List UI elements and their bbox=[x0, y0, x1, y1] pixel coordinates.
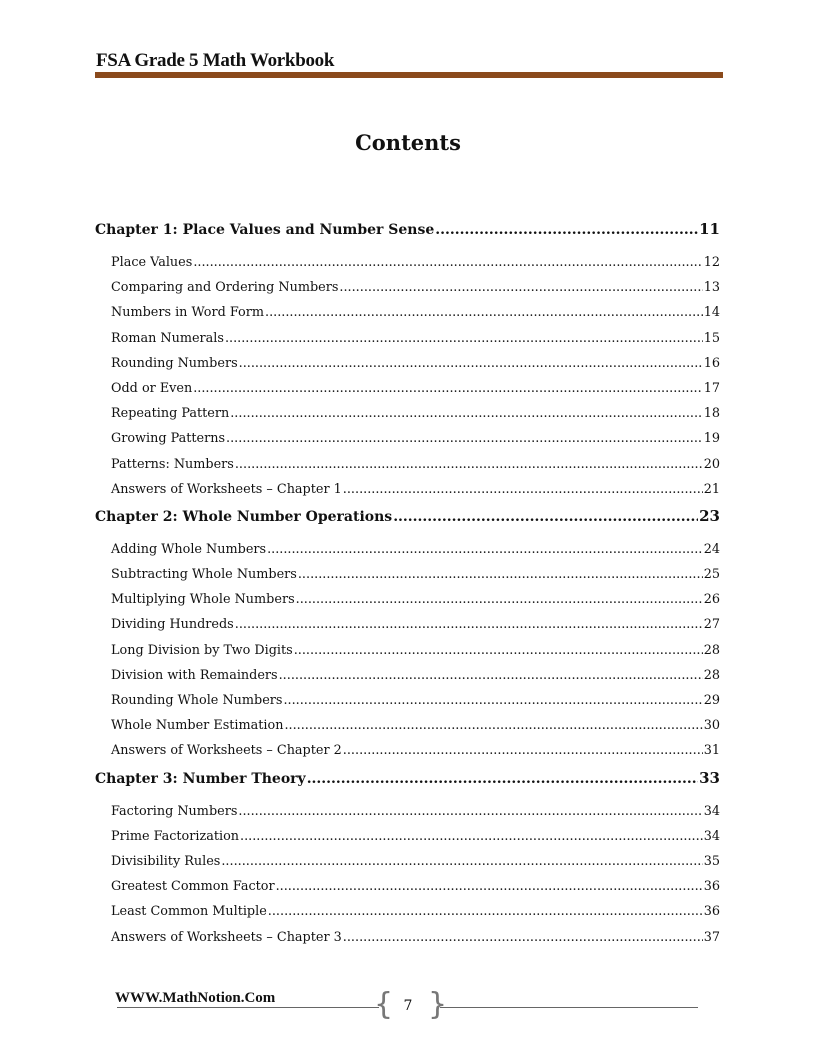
toc-entry[interactable] bbox=[111, 693, 720, 718]
toc-chapter-page: 23 bbox=[699, 506, 720, 525]
toc-dot-leader bbox=[193, 381, 702, 396]
toc-entry[interactable] bbox=[111, 592, 720, 617]
toc-entry[interactable] bbox=[111, 567, 720, 592]
toc-chapter-title: Chapter 1: Place Values and Number Sense bbox=[95, 222, 435, 238]
toc-entry-title: Multiplying Whole Numbers bbox=[111, 592, 295, 608]
toc-entry[interactable] bbox=[111, 356, 720, 381]
toc-entry[interactable] bbox=[111, 643, 720, 668]
toc-entry[interactable] bbox=[111, 829, 720, 854]
toc-entry-title: Answers of Worksheets – Chapter 3 bbox=[111, 929, 342, 945]
toc-entry-page: 25 bbox=[703, 567, 720, 583]
table-of-contents bbox=[95, 220, 720, 955]
toc-entry-page: 34 bbox=[703, 803, 720, 819]
toc-entry-page: 28 bbox=[703, 667, 720, 683]
toc-entry-title: Comparing and Ordering Numbers bbox=[111, 280, 339, 296]
toc-entry-page: 15 bbox=[703, 330, 720, 346]
toc-entry-page: 26 bbox=[703, 592, 720, 608]
right-brace-icon: } bbox=[428, 987, 448, 1022]
toc-entry[interactable] bbox=[111, 457, 720, 482]
toc-entry-page: 16 bbox=[703, 355, 720, 371]
toc-entry[interactable] bbox=[111, 930, 720, 955]
toc-chapter-page: 33 bbox=[699, 768, 720, 787]
toc-entry-title: Greatest Common Factor bbox=[111, 879, 275, 895]
toc-dot-leader bbox=[294, 643, 703, 658]
toc-entry-title: Whole Number Estimation bbox=[111, 718, 284, 734]
toc-dot-leader bbox=[240, 829, 703, 844]
page-title: Contents bbox=[355, 130, 461, 155]
footer-website[interactable]: WWW.MathNotion.Com bbox=[115, 990, 276, 1006]
toc-entry-title: Long Division by Two Digits bbox=[111, 642, 293, 658]
toc-entry-title: Place Values bbox=[111, 255, 193, 270]
toc-entry-title: Answers of Worksheets – Chapter 2 bbox=[111, 743, 342, 759]
toc-dot-leader bbox=[268, 904, 703, 919]
toc-entry-title: Odd or Even bbox=[111, 380, 193, 396]
toc-entry-title: Rounding Whole Numbers bbox=[111, 693, 283, 708]
toc-entry-page: 14 bbox=[703, 305, 720, 321]
toc-entry-title: Patterns: Numbers bbox=[111, 456, 234, 472]
toc-entry-page: 17 bbox=[703, 380, 720, 396]
toc-entry-list bbox=[95, 542, 720, 769]
toc-entry[interactable] bbox=[111, 743, 720, 768]
toc-entry-page: 21 bbox=[703, 481, 720, 497]
toc-dot-leader bbox=[307, 771, 698, 787]
toc-chapter-title: Chapter 2: Whole Number Operations bbox=[95, 508, 393, 525]
toc-dot-leader bbox=[393, 509, 698, 525]
toc-entry-title: Subtracting Whole Numbers bbox=[111, 567, 297, 583]
toc-entry-title: Roman Numerals bbox=[111, 330, 224, 346]
toc-entry[interactable] bbox=[111, 431, 720, 456]
page-number: 7 bbox=[403, 998, 413, 1014]
toc-dot-leader bbox=[238, 804, 702, 819]
toc-entry-page: 34 bbox=[703, 828, 720, 844]
toc-entry-title: Numbers in Word Form bbox=[111, 305, 264, 321]
header-divider bbox=[95, 72, 723, 78]
toc-dot-leader bbox=[230, 406, 702, 421]
toc-chapter[interactable] bbox=[95, 769, 720, 793]
toc-entry-page: 24 bbox=[703, 541, 720, 557]
toc-entry[interactable] bbox=[111, 854, 720, 879]
toc-entry-title: Answers of Worksheets – Chapter 1 bbox=[111, 481, 342, 497]
toc-entry-title: Least Common Multiple bbox=[111, 904, 267, 920]
toc-dot-leader bbox=[225, 331, 703, 346]
toc-entry-page: 12 bbox=[703, 255, 720, 270]
toc-entry-title: Division with Remainders bbox=[111, 667, 278, 683]
toc-entry[interactable] bbox=[111, 482, 720, 507]
toc-entry-page: 36 bbox=[703, 879, 720, 895]
toc-chapter[interactable] bbox=[95, 220, 720, 244]
toc-dot-leader bbox=[343, 482, 703, 497]
toc-entry-page: 20 bbox=[703, 456, 720, 472]
toc-entry[interactable] bbox=[111, 280, 720, 305]
toc-dot-leader bbox=[267, 542, 703, 557]
toc-entry-title: Repeating Pattern bbox=[111, 406, 230, 422]
toc-entry-title: Prime Factorization bbox=[111, 828, 240, 844]
toc-entry[interactable] bbox=[111, 718, 720, 743]
toc-entry[interactable] bbox=[111, 331, 720, 356]
workbook-title: FSA Grade 5 Math Workbook bbox=[96, 50, 335, 71]
toc-dot-leader bbox=[339, 280, 702, 295]
toc-dot-leader bbox=[265, 305, 703, 320]
toc-chapter-title: Chapter 3: Number Theory bbox=[95, 770, 306, 787]
toc-entry-page: 36 bbox=[703, 904, 720, 920]
toc-entry-list bbox=[95, 255, 720, 507]
toc-entry[interactable] bbox=[111, 542, 720, 567]
toc-dot-leader bbox=[296, 592, 703, 607]
toc-entry-page: 35 bbox=[703, 853, 720, 869]
toc-entry-title: Rounding Numbers bbox=[111, 355, 238, 371]
toc-chapter-page: 11 bbox=[699, 220, 720, 238]
toc-dot-leader bbox=[221, 854, 702, 869]
toc-entry[interactable] bbox=[111, 668, 720, 693]
toc-entry[interactable] bbox=[111, 804, 720, 829]
toc-entry[interactable] bbox=[111, 255, 720, 280]
toc-dot-leader bbox=[283, 693, 702, 708]
toc-entry-title: Divisibility Rules bbox=[111, 853, 221, 869]
toc-dot-leader bbox=[239, 356, 703, 371]
toc-dot-leader bbox=[343, 930, 703, 945]
left-brace-icon: { bbox=[374, 987, 394, 1022]
toc-entry-page: 27 bbox=[703, 617, 720, 633]
toc-dot-leader bbox=[226, 431, 703, 446]
toc-dot-leader bbox=[235, 617, 703, 632]
toc-entry-page: 29 bbox=[703, 693, 720, 708]
toc-dot-leader bbox=[298, 567, 703, 582]
toc-chapter[interactable] bbox=[95, 507, 720, 531]
toc-entry-page: 18 bbox=[703, 406, 720, 422]
toc-entry[interactable] bbox=[111, 879, 720, 904]
footer-divider-left bbox=[117, 1007, 379, 1008]
toc-dot-leader bbox=[435, 222, 698, 238]
toc-entry[interactable] bbox=[111, 381, 720, 406]
toc-dot-leader bbox=[235, 457, 703, 472]
toc-entry-page: 31 bbox=[703, 743, 720, 759]
toc-entry-page: 37 bbox=[703, 929, 720, 945]
toc-entry-title: Growing Patterns bbox=[111, 431, 226, 447]
toc-entry[interactable] bbox=[111, 617, 720, 642]
toc-entry[interactable] bbox=[111, 904, 720, 929]
toc-entry[interactable] bbox=[111, 406, 720, 431]
footer-divider-right bbox=[440, 1007, 698, 1008]
toc-entry-page: 13 bbox=[703, 280, 720, 296]
toc-dot-leader bbox=[284, 718, 702, 733]
toc-entry[interactable] bbox=[111, 305, 720, 330]
toc-dot-leader bbox=[343, 743, 703, 758]
toc-entry-page: 19 bbox=[703, 431, 720, 447]
toc-dot-leader bbox=[279, 668, 703, 683]
toc-entry-title: Factoring Numbers bbox=[111, 803, 238, 819]
toc-entry-title: Dividing Hundreds bbox=[111, 617, 234, 633]
toc-dot-leader bbox=[193, 255, 702, 270]
toc-entry-page: 30 bbox=[703, 718, 720, 734]
toc-entry-list bbox=[95, 804, 720, 955]
toc-dot-leader bbox=[276, 879, 703, 894]
toc-entry-title: Adding Whole Numbers bbox=[111, 541, 267, 557]
toc-entry-page: 28 bbox=[703, 642, 720, 658]
